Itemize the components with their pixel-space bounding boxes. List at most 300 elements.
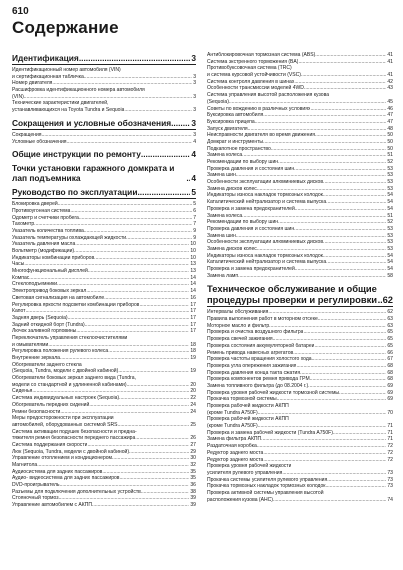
toc-entry [12,322,196,329]
toc-entry [207,139,393,146]
dot-leader [108,348,189,355]
dot-leader [258,423,387,430]
toc-entry [12,228,196,235]
entry-title: Тахометр [12,221,35,228]
page-ref: 7 [193,214,196,221]
toc-entry [12,139,196,146]
page-ref: 41 [387,58,393,65]
dot-leader [88,268,190,275]
toc-left-column [12,53,196,509]
page-ref: 73 [387,483,393,490]
entry-title: Стеклоподъемники [12,281,58,288]
entry-title: Особенности трансмиссии моделей 4WD [207,85,304,92]
entry-title: Регулировка яркости подсветки комбинации приборов [12,301,140,308]
toc-entry [207,470,393,477]
page-ref: 53 [387,179,393,186]
entry-title: Проверка давления и состояния шин [207,165,295,172]
dot-leader [37,462,189,469]
entry-title: Моторное масло и фильтр [207,322,270,329]
entry-title: Обогреватели заднего стекла [12,361,82,368]
section-title: Идентификация [12,53,79,63]
page-ref: 19 [190,368,196,375]
entry-title: Управление автомобилем с АКПП [12,502,92,509]
toc-entry [12,335,196,342]
page-ref: 66 [387,349,393,356]
entry-title: Капот [12,308,26,315]
dot-leader [257,443,387,450]
page-ref: 7 [193,221,196,228]
toc-entry [207,246,393,253]
toc-entry [12,442,196,449]
page-ref: 47 [387,118,393,125]
toc-entry [207,239,393,246]
entry-title: Система экстренного торможения (BA) [207,58,299,65]
entry-title: (кроме Tundra A750F) [207,409,258,416]
dot-leader [257,186,387,193]
page-ref: 5 [193,201,196,208]
toc-entry [207,443,393,450]
page-ref: 35 [190,475,196,482]
entry-title: Одометр и счетчики пробега [12,214,79,221]
page-ref: 41 [387,72,393,79]
dot-leader [79,215,192,222]
toc-entry [12,288,196,295]
dot-leader [282,470,386,477]
toc-entry [207,483,393,490]
dot-leader [263,450,386,457]
page-ref: 24 [190,408,196,415]
toc-entry [12,475,196,482]
dot-leader [104,295,189,302]
toc-entry [12,208,196,215]
page-ref: 65 [387,336,393,343]
toc-entry [207,52,393,59]
toc-entry [12,241,196,248]
toc-entry [12,275,196,282]
page-ref: 14 [190,288,196,295]
toc-entry [207,192,393,199]
dot-leader [124,107,192,114]
entry-title: Меры предосторожности при эксплуатации [12,415,114,422]
entry-title: Интервалы обслуживания [207,309,269,316]
toc-entry [207,323,393,330]
page-ref: 3 [193,107,196,114]
toc-entry [12,355,196,362]
dot-leader [135,435,189,442]
entry-title: Система контроля давления в шинах [207,78,295,85]
dot-leader [48,342,189,349]
entry-title: Замена колеса [207,152,243,159]
toc-entry [12,261,196,268]
entry-title: Редуктор заднего моста [207,449,264,456]
page-ref: 27 [190,441,196,448]
page-ref: 50 [387,138,393,145]
toc-entry [207,152,393,159]
dot-leader [310,376,387,383]
dot-leader [300,370,386,377]
page-ref: 52 [387,219,393,226]
toc-entry [207,423,393,430]
entry-title: Рекомендации по выбору шин [207,159,279,165]
toc-section-heading [12,118,196,130]
toc-entry [12,435,196,442]
entry-title: Проверка давления и состояния шин [207,225,295,232]
dot-leader [236,233,387,240]
page-ref: 13 [190,261,196,268]
entry-title: Проверка активной системы управления высотой [207,489,324,496]
toc-entry [12,415,196,422]
entry-title: Проверка состояния аккумуляторной батареи [207,342,315,349]
entry-title: и система курсовой устойчивости (VSC) [207,72,301,79]
page-ref: 62 [387,309,393,316]
entry-title: DVD-проигрыватель [12,482,60,489]
page-ref: 3 [191,117,196,128]
page-ref: 54 [387,205,393,212]
entry-title: Проверка рабочей жидкости АКПП [207,416,289,423]
dot-leader [277,396,387,403]
page-ref: 73 [387,476,393,483]
toc-entry [12,281,196,288]
page-title: Содержание [12,18,119,37]
entry-title: Прокачка тормозной системы [207,396,277,403]
dot-leader [312,356,387,363]
entry-title: Антиблокировочная тормозная система (ABS) [207,52,316,58]
dot-leader [139,302,189,309]
dot-leader [339,390,386,397]
page-ref: 69 [387,389,393,396]
toc-entry [207,233,393,240]
toc-entry [12,482,196,489]
page-ref: 48 [387,125,393,132]
entry-title: Проверка и замена предохранителей [207,266,295,272]
dot-leader [74,248,189,255]
dot-leader [294,226,386,233]
toc-section-heading [12,53,196,65]
toc-entry [207,166,393,173]
page-ref: 9 [193,227,196,234]
toc-entry [12,268,196,275]
toc-entry [207,403,393,410]
entry-title: Электропривод боковых зеркал [12,288,87,295]
toc-entry [12,409,196,416]
page-ref: 17 [190,301,196,308]
toc-entry [12,429,196,436]
dot-leader [271,146,387,153]
toc-entry [207,350,393,357]
dot-leader [24,94,192,101]
page-ref: 54 [387,199,393,206]
page-ref: 26 [190,435,196,442]
dot-leader [323,253,386,260]
toc-entry [12,215,196,222]
dot-leader [298,59,386,66]
entry-title: Система индивидуальных настроек (Sequoia) [12,395,120,402]
dot-leader [242,213,386,220]
page-ref: 30 [190,455,196,462]
toc-entry [207,343,393,350]
dot-leader [242,152,386,159]
page-ref: 20 [190,388,196,395]
entry-title: Редуктор заднего моста [207,456,264,463]
toc-entry [12,348,196,355]
toc-entry [12,255,196,262]
page-ref: 5 [191,187,196,198]
dot-leader [326,483,387,490]
toc-entry [12,502,196,509]
entry-title: Проверка и замена рабочей жидкости (Tundra A750F) [207,429,333,436]
page-ref: 14 [190,274,196,281]
page-ref: 50 [387,145,393,152]
page-ref: 29 [190,448,196,455]
entry-title: Лючок заливной горловины [12,328,77,335]
entry-title: Стояночный тормоз [12,495,59,502]
toc-entry [207,226,393,233]
toc-entry [12,74,196,81]
section-title: Точки установки гаражного домкрата и лап подъемника [12,163,175,184]
dot-leader [86,288,189,295]
page-ref: 72 [387,443,393,450]
toc-entry [207,430,393,437]
dot-leader [32,388,189,395]
page-ref: 67 [387,356,393,363]
dot-leader [273,336,387,343]
page-ref: 17 [190,314,196,321]
toc-section-heading [12,163,196,183]
dot-leader [59,495,190,502]
entry-title: Особенности эксплуатации алюминиевых дисков [207,239,324,246]
dot-leader [327,477,386,484]
toc-section-heading [12,149,196,159]
dot-leader [79,53,191,63]
page-ref: 32 [190,462,196,468]
dot-leader [248,126,387,133]
page-ref: 50 [387,132,393,139]
page-ref: 54 [387,259,393,266]
toc-entry [12,375,196,382]
toc-entry [12,94,196,101]
entry-title: Неисправности двигателя во время движения [207,132,316,139]
dot-leader [323,239,386,246]
page-ref: 53 [387,225,393,232]
toc-entry [12,455,196,462]
page-ref: 41 [387,52,393,58]
toc-entry [12,201,196,208]
toc-entry [12,328,196,335]
dot-leader [257,246,387,253]
dot-leader [333,430,386,437]
dot-leader [268,309,386,316]
toc-entry [207,396,393,403]
entry-title: Особенности эксплуатации алюминиевых дисков [207,179,324,186]
dot-leader [255,119,387,126]
entry-title: Замена дисков колес [207,245,257,252]
entry-title: Ремень привода навесных агрегатов [207,349,294,356]
toc-entry [12,395,196,402]
entry-title: Разъемы для подключения дополнительных устройств [12,488,141,495]
entry-title: усилителя рулевого управления [207,469,283,476]
toc-entry [207,99,393,106]
page-ref: 69 [387,396,393,403]
page-ref: 14 [190,281,196,288]
dot-leader [112,455,189,462]
dot-leader [263,139,386,146]
entry-title: Замена дисков колес [207,185,257,192]
dot-leader [301,72,386,79]
dot-leader [296,363,386,370]
dot-leader [129,449,189,456]
toc-section-heading [12,187,196,199]
toc-entry [207,79,393,86]
toc-entry [12,295,196,302]
dot-leader [314,343,386,350]
dot-leader [102,469,189,476]
toc-entry [12,495,196,502]
page-ref: 53 [387,232,393,239]
dot-leader [58,201,192,208]
dot-leader [92,502,189,509]
entry-title: Регулировка положения рулевого колеса [12,348,109,355]
toc-entry [207,436,393,443]
entry-title: Обогреватели боковых зеркал заднего вида (Tundra, [12,375,136,382]
toc-entry [12,87,196,94]
toc-entry [207,126,393,133]
entry-title: Система активации подушек безопасности и предна- [12,428,137,435]
dot-leader [119,395,189,402]
dot-leader [294,79,386,86]
entry-title: Компас [12,274,30,281]
toc-entry [207,450,393,457]
entry-title: Замена шин [207,172,236,179]
dot-leader [308,383,386,390]
toc-entry [207,159,393,166]
toc-entry [207,309,393,316]
page-ref: 63 [387,322,393,329]
page-ref: 3 [193,93,196,100]
page-ref: 16 [190,294,196,301]
entry-title: Аудиосистема для задних пассажиров [12,468,103,475]
dot-leader [29,275,189,282]
page-ref: 69 [387,382,393,389]
entry-title: Проверка уровня рабочей жидкости [207,463,292,470]
entry-title: Проверка угла опережения зажигания [207,362,297,369]
toc-entry [207,213,393,220]
section-title: Общие инструкции по ремонту [12,149,141,160]
entry-title: Часы [12,261,25,268]
entry-title: Домкрат и инструменты [207,138,264,145]
toc-entry [12,100,196,107]
dot-leader [293,350,386,357]
dot-leader [304,85,386,92]
toc-entry [207,383,393,390]
toc-entry [12,221,196,228]
page-ref: 65 [387,342,393,349]
dot-leader [60,482,190,489]
toc-entry [207,253,393,260]
dot-leader [171,118,190,128]
entry-title: Проверка уровня рабочей жидкости тормозной системы [207,389,340,396]
dot-leader [294,166,386,173]
page-number: 610 [12,6,29,17]
dot-leader [273,497,386,504]
entry-title: Номер двигателя [12,80,53,87]
entry-title: Советы по вождению в различных условиях [207,105,311,112]
entry-title: Замена колеса [207,212,243,219]
page-ref: 53 [387,172,393,179]
dot-leader [278,159,386,166]
dot-leader [315,52,386,59]
toc-entry [207,457,393,464]
entry-title: Система поддержания скорости [12,441,88,448]
toc-entry [12,308,196,315]
toc-entry [207,179,393,186]
page-ref: 54 [387,192,393,199]
entry-title: Система управления высотой расположения кузова [207,92,330,99]
page-ref: 39 [190,502,196,509]
toc-entry [12,80,196,87]
dot-leader [126,235,192,242]
dot-leader [70,208,192,215]
page-ref: 39 [190,495,196,502]
entry-title: Замена топливного фильтра (до 08.2004 г.) [207,382,309,389]
dot-leader [238,273,386,280]
page-ref: 71 [387,423,393,430]
entry-title: устанавливающихся на Toyota Tundra и Sequoia [12,107,125,114]
dot-leader [303,329,386,336]
toc-entry [207,463,393,470]
toc-entry [12,388,196,395]
section-title: Руководство по эксплуатации [12,187,138,198]
page-ref: 3 [193,80,196,87]
page-ref: 3 [191,53,196,63]
entry-title: Задний откидной борт (Tundra) [12,321,85,328]
entry-title: Расшифровка идентификационного номера автомобиля [12,87,145,94]
toc-entry [207,259,393,266]
toc-entry [12,315,196,322]
dot-leader [52,80,192,87]
page-ref: 51 [387,152,393,159]
entry-title: (Sequoia) [207,98,229,105]
entry-title: Индикаторы износа накладок тормозных колодок [207,192,323,199]
dot-leader [68,315,190,322]
dot-leader [326,199,386,206]
page-ref: 53 [387,245,393,252]
page-ref: 71 [387,436,393,443]
entry-title: Буксировка автомобиля [207,112,264,119]
toc-entry [207,329,393,336]
entry-title: Замена ламп [207,272,239,279]
dot-leader [84,74,192,81]
entry-title: Замена шин [207,232,236,239]
dot-leader [118,422,190,429]
toc-section-heading [207,283,393,307]
page-ref: 3 [193,131,196,138]
page-ref: 43 [387,85,393,92]
dot-leader [263,112,386,119]
dot-leader [42,132,193,139]
toc-entry [12,132,196,139]
entry-title: Внутренние зеркала [12,355,60,361]
toc-right-column [207,52,393,503]
entry-title: Переключатель управления стеклоочистителями [12,334,128,341]
dot-leader [94,255,189,262]
entry-title: Люк (Sequoia, Tundra, модели с двойной кабиной) [12,448,130,455]
toc-entry [12,422,196,429]
toc-entry [12,235,196,242]
toc-entry [207,132,393,139]
entry-title: (Sequoia, Tundra, модели с двойной кабиной) [12,368,119,375]
page-ref: 4 [193,138,196,145]
page-ref: 58 [387,272,393,279]
